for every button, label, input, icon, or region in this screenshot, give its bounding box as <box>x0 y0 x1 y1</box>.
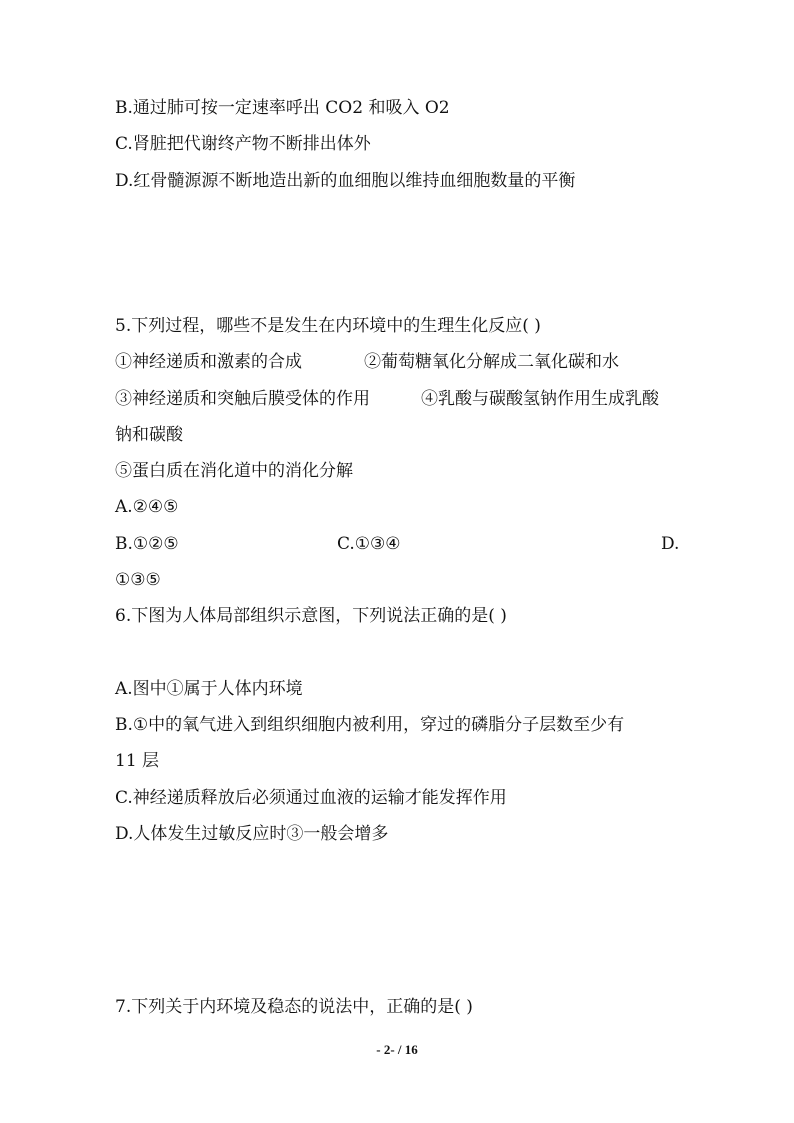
page-number: - 2- / 16 <box>376 1042 418 1057</box>
q5-item-4-part1: ④乳酸与碳酸氢钠作用生成乳酸 <box>421 389 659 409</box>
q5-item-2: ②葡萄糖氧化分解成二氧化碳和水 <box>364 352 619 372</box>
q5-item-5: ⑤蛋白质在消化道中的消化分解 <box>115 461 353 481</box>
q5-item-3: ③神经递质和突触后膜受体的作用 <box>115 389 370 409</box>
q5-item-4-part2: 钠和碳酸 <box>115 425 183 445</box>
q4-option-b: B.通过肺可按一定速率呼出 CO2 和吸入 O2 <box>115 98 450 118</box>
q6-option-c: C.神经递质释放后必须通过血液的运输才能发挥作用 <box>115 788 507 808</box>
q5-stem: 5.下列过程，哪些不是发生在内环境中的生理生化反应( ) <box>115 316 541 336</box>
q5-option-a: A.②④⑤ <box>115 497 179 517</box>
q6-option-b-part1: B.①中的氧气进入到组织细胞内被利用，穿过的磷脂分子层数至少有 <box>115 715 625 735</box>
q7-stem: 7.下列关于内环境及稳态的说法中，正确的是( ) <box>115 997 473 1017</box>
q5-item-1: ①神经递质和激素的合成 <box>115 352 302 372</box>
q5-option-d-value: ①③⑤ <box>115 570 161 590</box>
q5-option-c: C.①③④ <box>337 534 401 554</box>
q6-option-d: D.人体发生过敏反应时③一般会增多 <box>115 824 389 844</box>
q6-option-b-part2: 11 层 <box>115 751 160 771</box>
q6-stem: 6.下图为人体局部组织示意图，下列说法正确的是( ) <box>115 606 507 626</box>
q4-option-c: C.肾脏把代谢终产物不断排出体外 <box>115 134 371 154</box>
q4-option-d: D.红骨髓源源不断地造出新的血细胞以维持血细胞数量的平衡 <box>115 171 576 191</box>
q6-option-a: A.图中①属于人体内环境 <box>115 679 303 699</box>
q5-option-d-label: D. <box>661 534 680 554</box>
q5-option-b: B.①②⑤ <box>115 534 179 554</box>
